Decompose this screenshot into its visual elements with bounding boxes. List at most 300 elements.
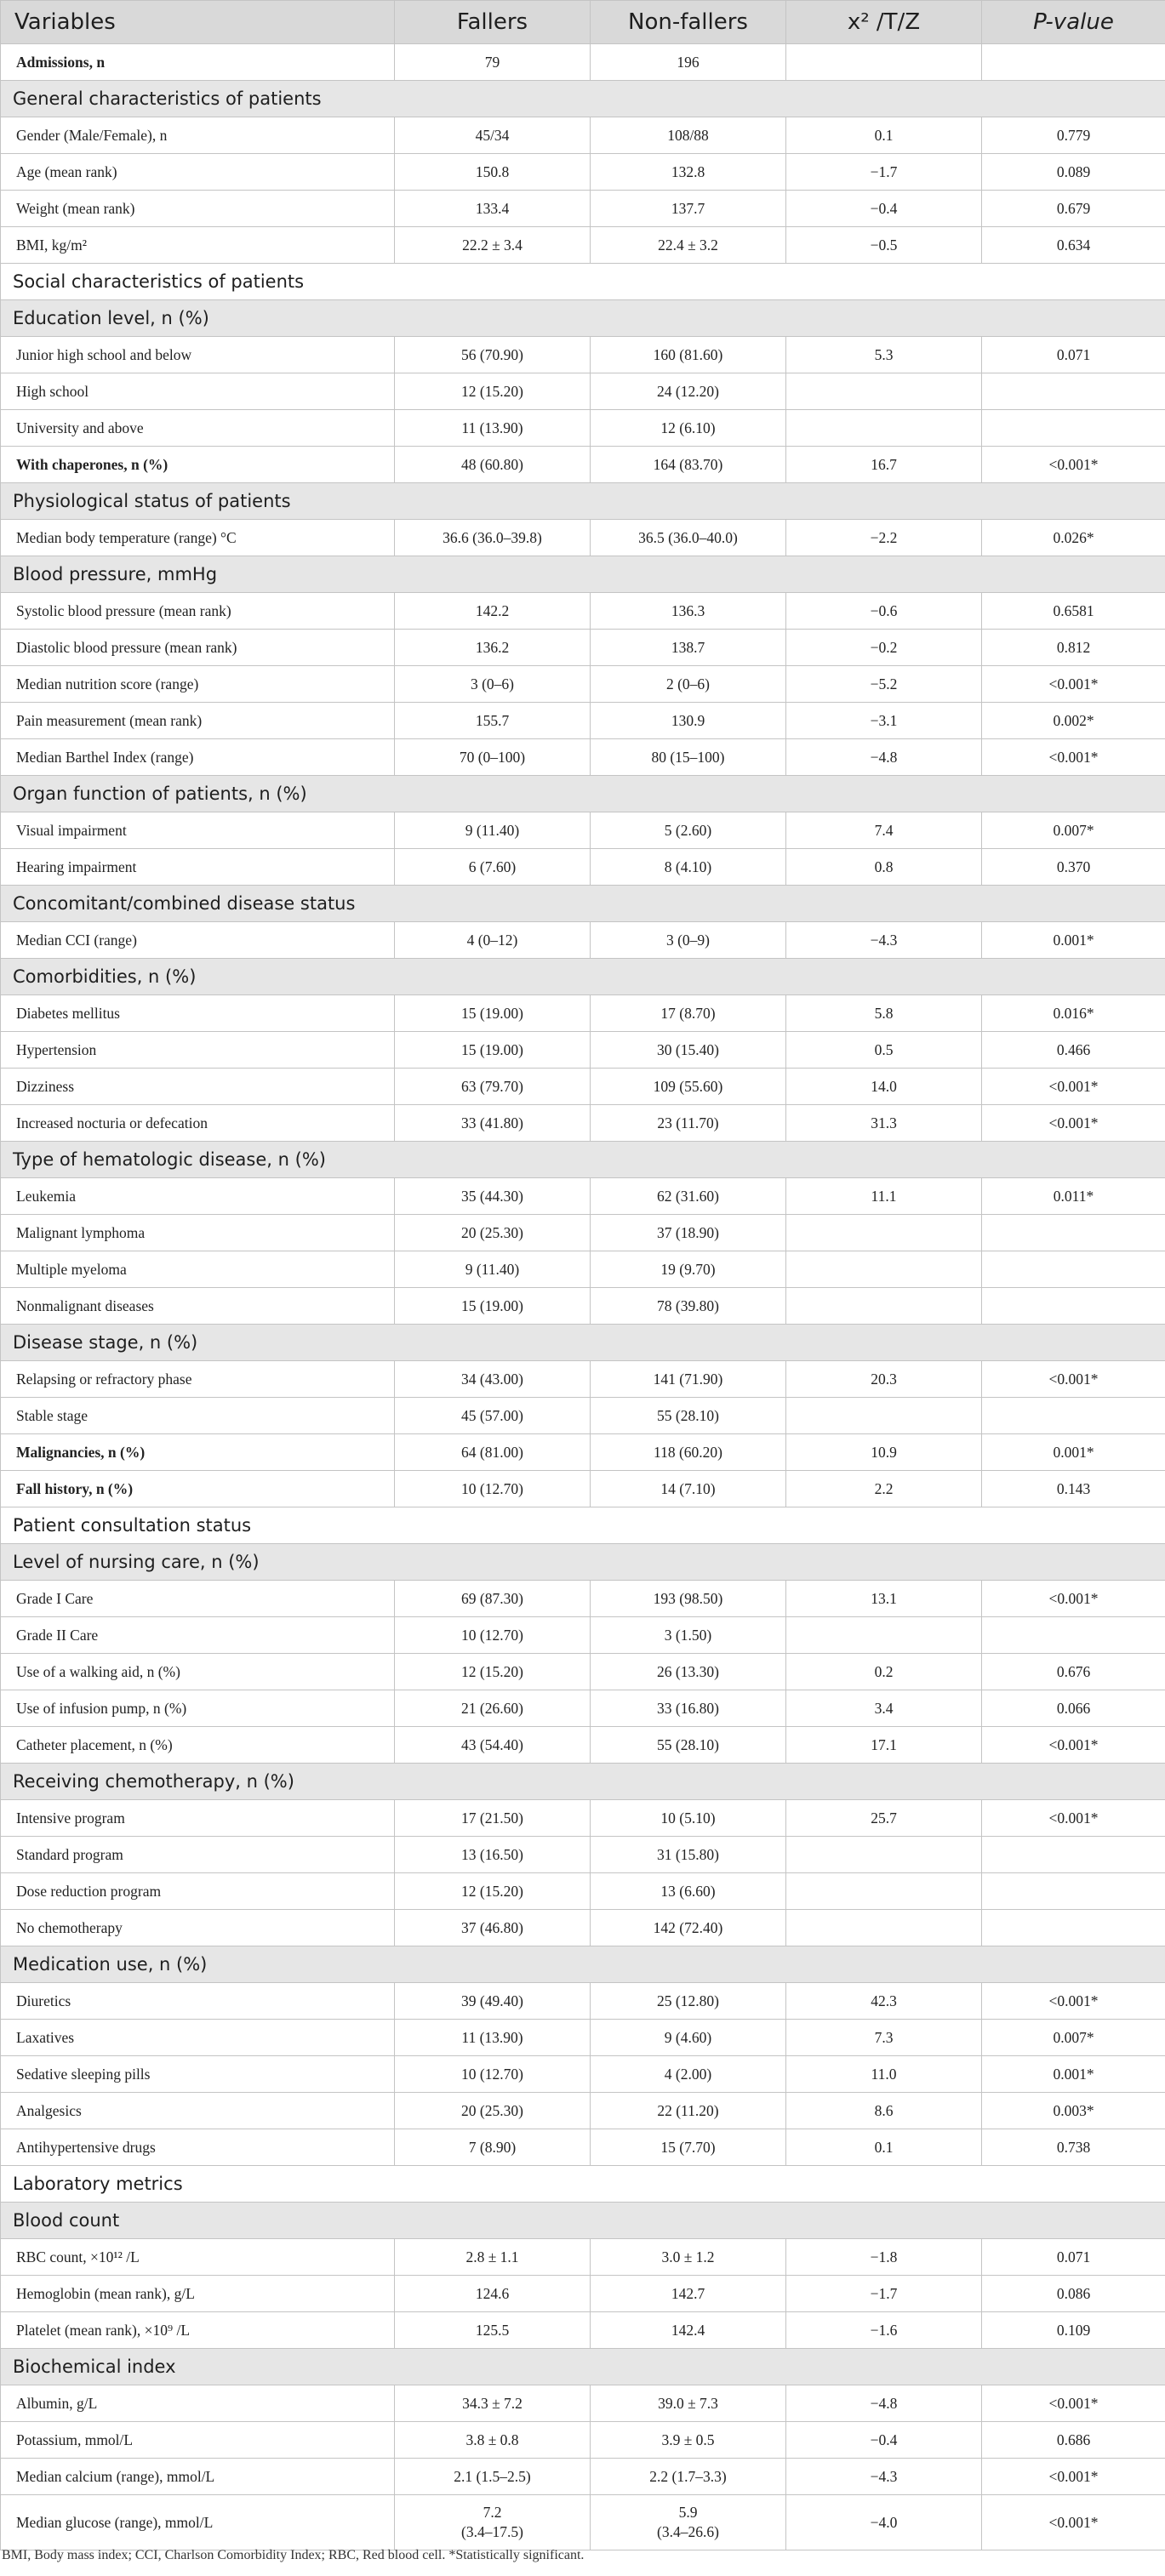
table-row	[1, 2129, 1165, 2166]
statistic-value: 14.0	[786, 1069, 982, 1105]
row-label: Median glucose (range), mmol/L	[1, 2495, 395, 2550]
row-label: Use of a walking aid, n (%)	[1, 1654, 395, 1690]
row-label: Pain measurement (mean rank)	[1, 703, 395, 739]
p-value	[982, 1288, 1165, 1325]
p-value: 0.071	[982, 2239, 1165, 2276]
non-fallers-value: 13 (6.60)	[591, 1873, 786, 1910]
fallers-value: 15 (19.00)	[395, 995, 591, 1032]
row-label: Median CCI (range)	[1, 922, 395, 959]
row-label: With chaperones, n (%)	[1, 447, 395, 483]
fallers-value: 2.8 ± 1.1	[395, 2239, 591, 2276]
fallers-value: 64 (81.00)	[395, 1434, 591, 1471]
statistic-value: 0.8	[786, 849, 982, 886]
statistic-value: 11.0	[786, 2056, 982, 2093]
table-row	[1, 2020, 1165, 2056]
p-value: 0.779	[982, 117, 1165, 154]
statistic-value: −0.4	[786, 2422, 982, 2459]
table-row	[1, 1434, 1165, 1471]
section-row	[1, 264, 1165, 300]
non-fallers-value: 118 (60.20)	[591, 1434, 786, 1471]
table-row	[1, 1069, 1165, 1105]
row-label: Laxatives	[1, 2020, 395, 2056]
p-value: <0.001*	[982, 666, 1165, 703]
statistic-value: 7.4	[786, 812, 982, 849]
section-label: Education level, n (%)	[1, 300, 1165, 337]
statistic-value: −5.2	[786, 666, 982, 703]
p-value: 0.370	[982, 849, 1165, 886]
table-row	[1, 1910, 1165, 1946]
fallers-value: 11 (13.90)	[395, 410, 591, 447]
non-fallers-value: 78 (39.80)	[591, 1288, 786, 1325]
section-label: Disease stage, n (%)	[1, 1325, 1165, 1361]
p-value: 0.109	[982, 2312, 1165, 2349]
row-label: Diabetes mellitus	[1, 995, 395, 1032]
statistic-value: −4.0	[786, 2495, 982, 2550]
non-fallers-value: 31 (15.80)	[591, 1837, 786, 1873]
statistic-value	[786, 1288, 982, 1325]
section-label: Social characteristics of patients	[1, 264, 1165, 300]
section-label: General characteristics of patients	[1, 81, 1165, 117]
fallers-value: 4 (0–12)	[395, 922, 591, 959]
non-fallers-value: 39.0 ± 7.3	[591, 2385, 786, 2422]
p-value: 0.011*	[982, 1178, 1165, 1215]
non-fallers-value: 108/88	[591, 117, 786, 154]
row-label: No chemotherapy	[1, 1910, 395, 1946]
row-label: Antihypertensive drugs	[1, 2129, 395, 2166]
section-label: Organ function of patients, n (%)	[1, 776, 1165, 812]
non-fallers-value: 62 (31.60)	[591, 1178, 786, 1215]
statistic-value: −4.3	[786, 922, 982, 959]
p-value: <0.001*	[982, 739, 1165, 776]
non-fallers-value: 3.0 ± 1.2	[591, 2239, 786, 2276]
non-fallers-value: 142.7	[591, 2276, 786, 2312]
non-fallers-value: 23 (11.70)	[591, 1105, 786, 1142]
non-fallers-value: 33 (16.80)	[591, 1690, 786, 1727]
non-fallers-value: 26 (13.30)	[591, 1654, 786, 1690]
row-label: Visual impairment	[1, 812, 395, 849]
non-fallers-value: 130.9	[591, 703, 786, 739]
row-label: Diuretics	[1, 1983, 395, 2020]
non-fallers-value: 196	[591, 44, 786, 81]
non-fallers-value: 36.5 (36.0–40.0)	[591, 520, 786, 556]
p-value	[982, 1215, 1165, 1251]
table-row	[1, 1690, 1165, 1727]
non-fallers-value: 141 (71.90)	[591, 1361, 786, 1398]
non-fallers-value: 4 (2.00)	[591, 2056, 786, 2093]
table-row	[1, 44, 1165, 81]
p-value: 0.026*	[982, 520, 1165, 556]
row-label: Junior high school and below	[1, 337, 395, 373]
fallers-value: 36.6 (36.0–39.8)	[395, 520, 591, 556]
non-fallers-value: 55 (28.10)	[591, 1727, 786, 1764]
non-fallers-value: 3 (0–9)	[591, 922, 786, 959]
fallers-value: 10 (12.70)	[395, 1471, 591, 1507]
p-value: 0.002*	[982, 703, 1165, 739]
row-label: Sedative sleeping pills	[1, 2056, 395, 2093]
statistic-value	[786, 1251, 982, 1288]
p-value	[982, 373, 1165, 410]
table-row	[1, 666, 1165, 703]
fallers-value: 63 (79.70)	[395, 1069, 591, 1105]
fallers-value: 9 (11.40)	[395, 812, 591, 849]
p-value: <0.001*	[982, 2385, 1165, 2422]
row-label: Grade I Care	[1, 1581, 395, 1617]
fallers-value: 11 (13.90)	[395, 2020, 591, 2056]
statistic-value: −1.7	[786, 154, 982, 191]
row-label: Fall history, n (%)	[1, 1471, 395, 1507]
p-value: <0.001*	[982, 1727, 1165, 1764]
fallers-value: 136.2	[395, 630, 591, 666]
row-label: Diastolic blood pressure (mean rank)	[1, 630, 395, 666]
table-body	[1, 44, 1165, 2550]
table-row	[1, 593, 1165, 630]
statistic-value: −1.8	[786, 2239, 982, 2276]
fallers-value: 45/34	[395, 117, 591, 154]
statistic-value: 13.1	[786, 1581, 982, 1617]
p-value: 0.738	[982, 2129, 1165, 2166]
statistic-value: −2.2	[786, 520, 982, 556]
section-row	[1, 1544, 1165, 1581]
row-label: Median Barthel Index (range)	[1, 739, 395, 776]
header-row	[1, 1, 1165, 44]
p-value: 0.066	[982, 1690, 1165, 1727]
row-label: Weight (mean rank)	[1, 191, 395, 227]
fallers-value: 56 (70.90)	[395, 337, 591, 373]
fallers-value: 43 (54.40)	[395, 1727, 591, 1764]
row-label: Platelet (mean rank), ×10⁹ /L	[1, 2312, 395, 2349]
non-fallers-value: 2.2 (1.7–3.3)	[591, 2459, 786, 2495]
non-fallers-value: 142.4	[591, 2312, 786, 2349]
row-label: Dizziness	[1, 1069, 395, 1105]
table-row	[1, 1032, 1165, 1069]
table-row	[1, 1581, 1165, 1617]
row-label: Malignant lymphoma	[1, 1215, 395, 1251]
p-value: <0.001*	[982, 2495, 1165, 2550]
fallers-value: 12 (15.20)	[395, 373, 591, 410]
section-label: Level of nursing care, n (%)	[1, 1544, 1165, 1581]
table-row	[1, 849, 1165, 886]
statistic-value: −0.2	[786, 630, 982, 666]
table-row	[1, 154, 1165, 191]
table-row	[1, 337, 1165, 373]
row-label: Leukemia	[1, 1178, 395, 1215]
statistic-value: −0.4	[786, 191, 982, 227]
section-label: Blood count	[1, 2203, 1165, 2239]
table-row	[1, 1617, 1165, 1654]
non-fallers-value: 25 (12.80)	[591, 1983, 786, 2020]
non-fallers-value: 5.9 (3.4–26.6)	[591, 2495, 786, 2550]
p-value: <0.001*	[982, 1361, 1165, 1398]
fallers-value: 20 (25.30)	[395, 2093, 591, 2129]
fallers-value: 13 (16.50)	[395, 1837, 591, 1873]
non-fallers-value: 22 (11.20)	[591, 2093, 786, 2129]
statistic-value	[786, 1215, 982, 1251]
p-value: <0.001*	[982, 1069, 1165, 1105]
p-value	[982, 410, 1165, 447]
non-fallers-value: 160 (81.60)	[591, 337, 786, 373]
table-row	[1, 1288, 1165, 1325]
row-label: Albumin, g/L	[1, 2385, 395, 2422]
fallers-value: 20 (25.30)	[395, 1215, 591, 1251]
statistic-value: 0.2	[786, 1654, 982, 1690]
section-row	[1, 300, 1165, 337]
statistic-value: 8.6	[786, 2093, 982, 2129]
fallers-value: 9 (11.40)	[395, 1251, 591, 1288]
section-row	[1, 483, 1165, 520]
table-row	[1, 1251, 1165, 1288]
p-value	[982, 1251, 1165, 1288]
p-value: 0.071	[982, 337, 1165, 373]
row-label: Admissions, n	[1, 44, 395, 81]
fallers-value: 155.7	[395, 703, 591, 739]
non-fallers-value: 8 (4.10)	[591, 849, 786, 886]
row-label: Dose reduction program	[1, 1873, 395, 1910]
section-label: Medication use, n (%)	[1, 1946, 1165, 1983]
statistic-value: 42.3	[786, 1983, 982, 2020]
p-value: 0.086	[982, 2276, 1165, 2312]
section-row	[1, 886, 1165, 922]
table-row	[1, 1178, 1165, 1215]
table-row	[1, 1873, 1165, 1910]
statistic-value: 16.7	[786, 447, 982, 483]
non-fallers-value: 132.8	[591, 154, 786, 191]
p-value: 0.679	[982, 191, 1165, 227]
table-row	[1, 2459, 1165, 2495]
fallers-value: 79	[395, 44, 591, 81]
fallers-value: 3 (0–6)	[395, 666, 591, 703]
p-value: 0.143	[982, 1471, 1165, 1507]
statistic-value: −0.6	[786, 593, 982, 630]
statistic-value: 25.7	[786, 1800, 982, 1837]
table-row	[1, 2385, 1165, 2422]
fallers-value: 142.2	[395, 593, 591, 630]
section-row	[1, 1507, 1165, 1544]
row-label: University and above	[1, 410, 395, 447]
row-label: Median body temperature (range) °C	[1, 520, 395, 556]
p-value: 0.466	[982, 1032, 1165, 1069]
statistic-value	[786, 1910, 982, 1946]
table-row	[1, 922, 1165, 959]
non-fallers-value: 17 (8.70)	[591, 995, 786, 1032]
section-label: Receiving chemotherapy, n (%)	[1, 1764, 1165, 1800]
section-row	[1, 81, 1165, 117]
non-fallers-value: 37 (18.90)	[591, 1215, 786, 1251]
statistic-value: 5.3	[786, 337, 982, 373]
section-row	[1, 1946, 1165, 1983]
statistic-value: 0.1	[786, 2129, 982, 2166]
p-value: 0.634	[982, 227, 1165, 264]
table-footnote: BMI, Body mass index; CCI, Charlson Comorbidity Index; RBC, Red blood cell. *Statistically significant.	[2, 2548, 585, 2562]
fallers-value: 35 (44.30)	[395, 1178, 591, 1215]
section-row	[1, 1142, 1165, 1178]
fallers-value: 33 (41.80)	[395, 1105, 591, 1142]
statistic-value: −1.6	[786, 2312, 982, 2349]
table-row	[1, 191, 1165, 227]
statistic-value	[786, 1398, 982, 1434]
section-row	[1, 1764, 1165, 1800]
row-label: Stable stage	[1, 1398, 395, 1434]
section-row	[1, 1325, 1165, 1361]
non-fallers-value: 55 (28.10)	[591, 1398, 786, 1434]
row-label: Hearing impairment	[1, 849, 395, 886]
statistic-value: 10.9	[786, 1434, 982, 1471]
row-label: High school	[1, 373, 395, 410]
row-label: Malignancies, n (%)	[1, 1434, 395, 1471]
table-row	[1, 447, 1165, 483]
table-row	[1, 630, 1165, 666]
table-row	[1, 2056, 1165, 2093]
row-label: Systolic blood pressure (mean rank)	[1, 593, 395, 630]
statistic-value	[786, 1617, 982, 1654]
section-row	[1, 2166, 1165, 2203]
statistic-value: −0.5	[786, 227, 982, 264]
statistic-value: 17.1	[786, 1727, 982, 1764]
statistic-value	[786, 44, 982, 81]
header-p-value: P-value	[982, 1, 1165, 44]
p-value	[982, 1910, 1165, 1946]
fallers-value: 125.5	[395, 2312, 591, 2349]
p-value: 0.676	[982, 1654, 1165, 1690]
statistic-value: −1.7	[786, 2276, 982, 2312]
non-fallers-value: 136.3	[591, 593, 786, 630]
fallers-value: 7.2 (3.4–17.5)	[395, 2495, 591, 2550]
p-value: <0.001*	[982, 447, 1165, 483]
statistic-value	[786, 373, 982, 410]
table-row	[1, 117, 1165, 154]
row-label: RBC count, ×10¹² /L	[1, 2239, 395, 2276]
section-label: Blood pressure, mmHg	[1, 556, 1165, 593]
section-label: Concomitant/combined disease status	[1, 886, 1165, 922]
section-row	[1, 2203, 1165, 2239]
p-value: 0.007*	[982, 812, 1165, 849]
row-label: Median calcium (range), mmol/L	[1, 2459, 395, 2495]
table-row	[1, 227, 1165, 264]
p-value: 0.016*	[982, 995, 1165, 1032]
row-label: Nonmalignant diseases	[1, 1288, 395, 1325]
table-row	[1, 2495, 1165, 2550]
non-fallers-value: 2 (0–6)	[591, 666, 786, 703]
statistic-value	[786, 1837, 982, 1873]
non-fallers-value: 3.9 ± 0.5	[591, 2422, 786, 2459]
non-fallers-value: 142 (72.40)	[591, 1910, 786, 1946]
fallers-value: 6 (7.60)	[395, 849, 591, 886]
row-label: Use of infusion pump, n (%)	[1, 1690, 395, 1727]
p-value: 0.001*	[982, 2056, 1165, 2093]
table-row	[1, 2422, 1165, 2459]
fallers-value: 124.6	[395, 2276, 591, 2312]
p-value	[982, 1837, 1165, 1873]
header-test-statistic: x² /T/Z	[786, 1, 982, 44]
statistic-value: −4.8	[786, 739, 982, 776]
statistic-value: 5.8	[786, 995, 982, 1032]
p-value: 0.007*	[982, 2020, 1165, 2056]
table-row	[1, 1983, 1165, 2020]
row-label: Potassium, mmol/L	[1, 2422, 395, 2459]
statistic-value	[786, 1873, 982, 1910]
p-value	[982, 1398, 1165, 1434]
statistic-value: 3.4	[786, 1690, 982, 1727]
table-row	[1, 520, 1165, 556]
non-fallers-value: 10 (5.10)	[591, 1800, 786, 1837]
fallers-value: 69 (87.30)	[395, 1581, 591, 1617]
fallers-value: 2.1 (1.5–2.5)	[395, 2459, 591, 2495]
non-fallers-value: 12 (6.10)	[591, 410, 786, 447]
row-label: Grade II Care	[1, 1617, 395, 1654]
fallers-value: 3.8 ± 0.8	[395, 2422, 591, 2459]
fallers-value: 34.3 ± 7.2	[395, 2385, 591, 2422]
row-label: Standard program	[1, 1837, 395, 1873]
p-value: 0.001*	[982, 1434, 1165, 1471]
fallers-value: 12 (15.20)	[395, 1873, 591, 1910]
row-label: Gender (Male/Female), n	[1, 117, 395, 154]
fallers-value: 22.2 ± 3.4	[395, 227, 591, 264]
header-variables: Variables	[1, 1, 395, 44]
header-fallers: Fallers	[395, 1, 591, 44]
p-value	[982, 1617, 1165, 1654]
p-value: 0.6581	[982, 593, 1165, 630]
section-row	[1, 2349, 1165, 2385]
table-row	[1, 995, 1165, 1032]
non-fallers-value: 15 (7.70)	[591, 2129, 786, 2166]
fallers-value: 10 (12.70)	[395, 1617, 591, 1654]
statistic-value: 0.5	[786, 1032, 982, 1069]
row-label: Hemoglobin (mean rank), g/L	[1, 2276, 395, 2312]
non-fallers-value: 138.7	[591, 630, 786, 666]
p-value: 0.812	[982, 630, 1165, 666]
section-row	[1, 556, 1165, 593]
section-label: Laboratory metrics	[1, 2166, 1165, 2203]
row-label: Intensive program	[1, 1800, 395, 1837]
fallers-value: 7 (8.90)	[395, 2129, 591, 2166]
fallers-value: 10 (12.70)	[395, 2056, 591, 2093]
row-label: Median nutrition score (range)	[1, 666, 395, 703]
section-label: Physiological status of patients	[1, 483, 1165, 520]
non-fallers-value: 9 (4.60)	[591, 2020, 786, 2056]
p-value: <0.001*	[982, 1983, 1165, 2020]
table-row	[1, 703, 1165, 739]
p-value	[982, 44, 1165, 81]
fallers-value: 150.8	[395, 154, 591, 191]
table-row	[1, 1215, 1165, 1251]
non-fallers-value: 22.4 ± 3.2	[591, 227, 786, 264]
statistic-value: −4.3	[786, 2459, 982, 2495]
non-fallers-value: 164 (83.70)	[591, 447, 786, 483]
p-value: <0.001*	[982, 1105, 1165, 1142]
table-row	[1, 373, 1165, 410]
fallers-value: 15 (19.00)	[395, 1032, 591, 1069]
non-fallers-value: 30 (15.40)	[591, 1032, 786, 1069]
statistic-value: 31.3	[786, 1105, 982, 1142]
p-value: 0.001*	[982, 922, 1165, 959]
table-row	[1, 1471, 1165, 1507]
table-row	[1, 1837, 1165, 1873]
statistic-value: 7.3	[786, 2020, 982, 2056]
p-value: 0.003*	[982, 2093, 1165, 2129]
non-fallers-value: 5 (2.60)	[591, 812, 786, 849]
table-row	[1, 812, 1165, 849]
p-value: 0.686	[982, 2422, 1165, 2459]
fallers-value: 12 (15.20)	[395, 1654, 591, 1690]
statistic-value: 20.3	[786, 1361, 982, 1398]
table-row	[1, 1361, 1165, 1398]
fallers-value: 21 (26.60)	[395, 1690, 591, 1727]
table-row	[1, 410, 1165, 447]
p-value	[982, 1873, 1165, 1910]
section-row	[1, 959, 1165, 995]
fallers-value: 48 (60.80)	[395, 447, 591, 483]
table-row	[1, 1398, 1165, 1434]
statistic-value: −4.8	[786, 2385, 982, 2422]
